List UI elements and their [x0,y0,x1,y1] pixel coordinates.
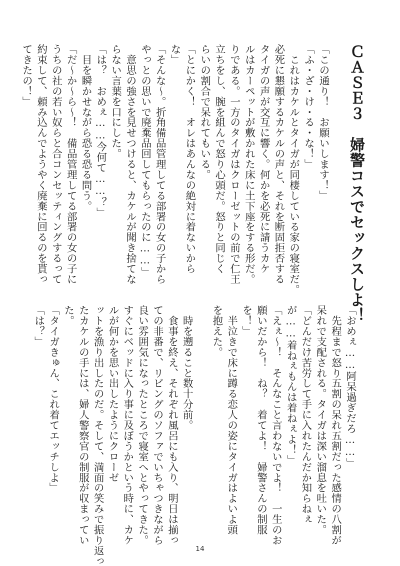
text-column: ットを漁り出したのだ。そして、満面の笑みで振り返っ [91,305,104,566]
text-column: 立ちをし、腕を組んで怒り心頭だ。怒りと同じく [213,44,226,274]
text-column: 「この通り！ お願いします！」 [316,44,329,201]
text-column: 「ふ・ざ・け・る・な！」 [302,44,315,170]
text-column: タイガの声が交互に響く。何かを必死に請うカケ [257,44,270,274]
text-column: らない言葉を口にした。 [109,44,122,159]
text-column: 「は？」 [32,305,45,347]
text-column: を！」 [240,305,253,337]
text-column: 願いだから！ ね？ 着てよ！ 婦警さんの制服 [254,305,267,535]
text-column: 「おめぇ……阿呆過ぎだろ……」 [343,305,356,469]
chapter-title: ＣＡＳＥ３ 婦警コスでセックスしよ！ [348,44,366,323]
text-column: 良い雰囲気になったところで寝室へとやってきた。 [136,305,149,546]
text-column: た。 [61,305,74,326]
text-column: 「タイガきゅん、これ着てエッチしよ」 [47,305,60,494]
text-column: たカケルの手には、婦人警察官の制服が収まってい [76,305,89,546]
text-column: ての非番で、リビングのソファでいちゃつきながら [151,305,164,546]
text-column: りである。一方のタイガはクローゼットの前で仁王 [227,44,240,285]
text-column: 先程まで怒り五割の呆れ五割だった感情の八割が [329,305,342,546]
text-column: を抱えた。 [210,305,223,358]
text-column: 必死に懇願するカケルの声と、それを断固拒否する [272,44,285,285]
text-column: 約束して、頼み込んでようやく廃棄に回るのを貰っ [34,44,47,285]
text-column: が……着ねぇもんは着ねぇよ！」 [284,305,297,466]
text-column [192,305,207,533]
text-column: 半泣きで床に蹲る恋人の姿にタイガはよいよ頭 [225,305,238,535]
text-column: 食事を終え、それぞれ風呂にも入り、明日は揃っ [165,305,178,546]
text-column: 呆れで支配される。タイガは深い溜息を吐いた。 [314,305,327,535]
text-column: 目を瞬かせながら恐る恐る問う。 [79,44,92,212]
text-column: やっとの思いで廃棄品回してもらったのに……」 [138,44,151,278]
text-column: 「えぇ～！ そんなこと言わないでよ！ 一生のお [269,305,282,546]
text-column: 時を遡ること数十分前。 [180,305,193,431]
text-column: うちの社の若い奴らと合コンセッティングするって [49,44,62,285]
text-column: 意思の強さを見せつけると、カケルが聞き捨てな [124,44,137,285]
text-column: 「とにかく！ オレはあんなの絶対に着ないから [183,44,196,274]
text-column: な」 [168,44,181,65]
page-number: 14 [195,545,205,553]
text-column: 「だ～か～ら～！ 備品管理してる部署の女の子に [64,44,77,285]
text-column: てきたの！」 [20,44,33,107]
text-column: これはカケルとタイガが同棲している家の寝室だ。 [287,44,300,295]
text-column: らいの割合で呆れてもいる。 [198,44,211,180]
text-column: ルはカーペットが敷かれた床に土下座をする形だ。 [242,44,255,285]
text-column: 「そんな～。折角備品管理してる部署の女の子から [153,44,166,285]
text-column: ルが何かを思い出したようにクローゼ [106,305,119,483]
text-column: 「どんだけ苦労して手に入れたんだか知らねぇ [299,305,312,525]
text-column: 「は？ おめぇ……今何て……？」 [94,44,107,218]
text-column: すぐにベッドに入り事に及ぼうかという時に、カケ [121,305,134,546]
top-text-block [16,44,328,299]
